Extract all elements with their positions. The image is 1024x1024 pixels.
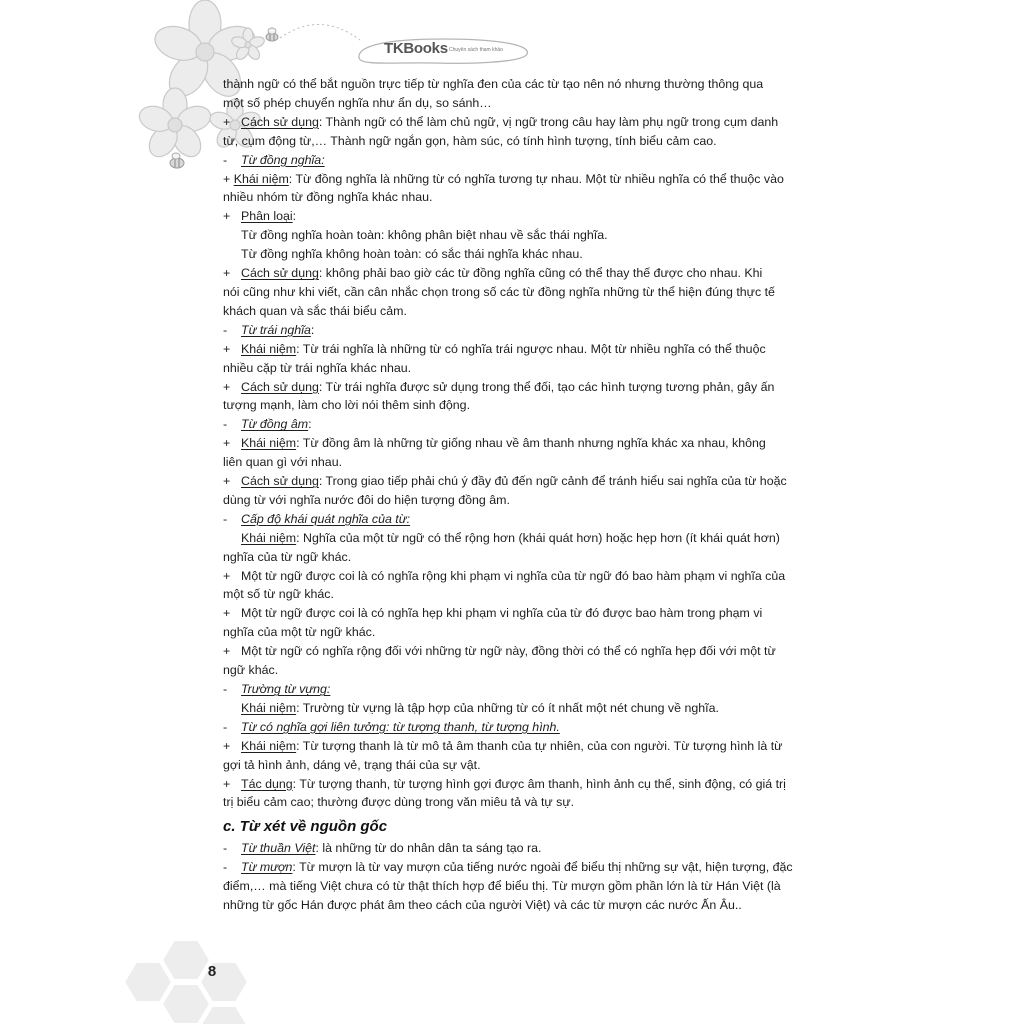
term-label: Cấp độ khái quát nghĩa của từ:: [241, 511, 411, 526]
text-segment: :: [310, 322, 315, 337]
hexagon-decoration: [124, 940, 248, 1024]
term-label: Khái niệm: [241, 436, 297, 451]
dash-bullet: -: [223, 860, 228, 875]
term-label: Khái niệm: [241, 700, 297, 715]
plus-bullet: +: [223, 776, 231, 791]
term-label: Từ mượn: [241, 860, 293, 875]
term-label: Khái niệm: [241, 530, 297, 545]
text-segment: nhiều cặp từ trái nghĩa khác nhau.: [223, 360, 412, 375]
text-line: [223, 858, 815, 877]
text-segment: nghĩa của một từ ngữ khác.: [223, 625, 376, 640]
plus-bullet: +: [223, 644, 231, 659]
term-label: Cách sử dụng: [241, 474, 319, 489]
text-line: [223, 151, 815, 170]
text-line: [223, 264, 815, 283]
text-segment: Từ đồng nghĩa không hoàn toàn: có sắc thái nghĩa khác nhau.: [241, 247, 583, 262]
text-line: [223, 113, 815, 132]
text-line: [223, 623, 815, 642]
text-segment: : Từ đồng nghĩa là những từ có nghĩa tương tự nhau. Một từ nhiều nghĩa có thể thuộc vào: [288, 171, 784, 186]
text-segment: Một từ ngữ được coi là có nghĩa rộng khi phạm vi nghĩa của từ ngữ đó bao hàm phạm vi nghĩa của: [241, 568, 786, 583]
text-segment: : Nghĩa của một từ ngữ có thể rộng hơn (khái quát hơn) hoặc hẹp hơn (ít khái quát hơn): [296, 530, 780, 545]
text-line: [223, 680, 815, 699]
dash-bullet: -: [223, 322, 228, 337]
text-segment: : Từ mượn là từ vay mượn của tiếng nước ngoài để biểu thị những sự vật, hiện tượng, đặc: [292, 860, 793, 875]
text-segment: từ, cụm động từ,… Thành ngữ ngắn gọn, hàm súc, có tính hình tượng, tính biểu cảm cao.: [223, 133, 717, 148]
term-label: Tác dụng: [241, 776, 293, 791]
text-line: [223, 775, 815, 794]
page-body: [223, 75, 815, 915]
plus-bullet: +: [223, 341, 231, 356]
text-segment: : Từ trái nghĩa được sử dụng trong thể đối, tạo các hình tượng tương phản, gây ấn: [318, 379, 775, 394]
text-segment: : Từ tượng thanh là từ mô tả âm thanh của tự nhiên, của con người. Từ tượng hình là từ: [296, 738, 783, 753]
text-segment: : Từ trái nghĩa là những từ có nghĩa trái ngược nhau. Một từ nhiều nghĩa có thể thuộc: [296, 341, 766, 356]
text-segment: khách quan và sắc thái biểu cảm.: [223, 303, 407, 318]
text-line: [223, 245, 815, 264]
text-line: [223, 340, 815, 359]
text-line: [223, 548, 815, 567]
plus-bullet: +: [223, 474, 231, 489]
plus-bullet: +: [223, 606, 231, 621]
text-line: [223, 75, 815, 94]
text-line: [223, 699, 815, 718]
term-label: Từ đồng âm: [241, 417, 309, 432]
plus-bullet: +: [223, 114, 231, 129]
text-line: [223, 642, 815, 661]
dash-bullet: -: [223, 682, 228, 696]
text-line: [223, 283, 815, 302]
text-segment: gợi tả hình ảnh, dáng vẻ, trạng thái của sự vật.: [223, 757, 481, 772]
text-line: [223, 453, 815, 472]
text-line: [223, 510, 815, 529]
text-segment: :: [308, 417, 312, 432]
text-segment: : Từ tượng thanh, từ tượng hình gợi được âm thanh, hình ảnh cụ thể, sinh động, có giá trị: [292, 776, 786, 791]
text-line: [223, 567, 815, 586]
text-segment: ngữ khác.: [223, 663, 279, 678]
text-segment: : là những từ do nhân dân ta sáng tạo ra.: [315, 841, 542, 856]
term-label: Từ đồng nghĩa:: [241, 152, 325, 167]
plus-bullet: +: [223, 436, 231, 451]
text-line: [223, 793, 815, 812]
plus-bullet: +: [223, 379, 231, 394]
text-segment: :: [292, 209, 297, 224]
text-segment: : Trường từ vựng là tập hợp của những từ có ít nhất một nét chung về nghĩa.: [296, 700, 719, 715]
text-line: [223, 207, 815, 226]
text-segment: : không phải bao giờ các từ đồng nghĩa cũng có thể thay thế được cho nhau. Khi: [318, 266, 763, 281]
brand-tagline: Chuyên sách tham khảo: [449, 47, 503, 53]
dash-bullet: -: [223, 719, 228, 734]
term-label: Từ thuần Việt: [241, 841, 316, 856]
plus-bullet: +: [223, 738, 231, 753]
term-label: Trường từ vựng:: [241, 682, 331, 696]
term-label: Khái niệm: [241, 738, 297, 753]
text-line: [223, 877, 815, 896]
text-line: [223, 415, 815, 434]
text-line: [223, 188, 815, 207]
dash-bullet: -: [223, 152, 228, 167]
term-label: Từ có nghĩa gợi liên tưởng: từ tượng thanh, từ tượng hình.: [241, 719, 560, 734]
text-segment: +: [223, 171, 234, 186]
text-segment: liên quan gì với nhau.: [223, 455, 343, 470]
dotted-flight-path: [280, 24, 360, 40]
term-label: Khái niệm: [233, 171, 289, 186]
text-line: [223, 604, 815, 623]
text-line: [223, 737, 815, 756]
plus-bullet: +: [223, 266, 231, 281]
dash-bullet: -: [223, 417, 228, 432]
plus-bullet: +: [223, 209, 231, 224]
text-segment: : Trong giao tiếp phải chú ý đầy đủ đến ngữ cảnh để tránh hiểu sai nghĩa của từ hoặc: [318, 474, 787, 489]
text-segment: Một từ ngữ có nghĩa rộng đối với những từ ngữ này, đồng thời có thể có nghĩa hẹp đối với một từ: [241, 644, 776, 659]
text-line: [223, 94, 815, 113]
plus-bullet: +: [223, 568, 231, 583]
text-line: [223, 378, 815, 397]
text-segment: Một từ ngữ được coi là có nghĩa hẹp khi phạm vi nghĩa của từ đó được bao hàm trong phạm vi: [241, 606, 763, 621]
term-label: Khái niệm: [241, 341, 297, 356]
text-segment: điểm,… mà tiếng Việt chưa có từ thật thích hợp để biểu thị. Từ mượn gồm phần lớn là từ Hán Việt (là: [223, 879, 781, 894]
text-segment: thành ngữ có thể bắt nguồn trực tiếp từ nghĩa đen của các từ tạo nên nó nhưng thường thông qua: [223, 77, 764, 91]
term-label: Từ trái nghĩa: [241, 322, 311, 337]
bee-icon: [170, 153, 184, 168]
text-segment: tượng mạnh, làm cho lời nói thêm sinh động.: [223, 398, 471, 413]
text-line: [223, 896, 815, 915]
term-label: Cách sử dụng: [241, 114, 319, 129]
text-segment: : Từ đồng âm là những từ giống nhau về âm thanh nhưng nghĩa khác xa nhau, không: [296, 436, 766, 451]
text-segment: nghĩa của từ ngữ khác.: [223, 549, 352, 564]
text-line: [223, 359, 815, 378]
bee-icon: [266, 28, 278, 41]
dash-bullet: -: [223, 511, 228, 526]
text-line: [223, 226, 815, 245]
text-segment: trị biểu cảm cao; thường được dùng trong văn miêu tả và tự sự.: [223, 795, 575, 810]
text-line: [223, 396, 815, 415]
text-line: [223, 132, 815, 151]
text-segment: nhiều nhóm từ đồng nghĩa khác nhau.: [223, 190, 433, 205]
brand-logo: TKBooks: [384, 40, 448, 57]
text-line: [223, 718, 815, 737]
text-line: [223, 839, 815, 858]
page-number: 8: [207, 963, 217, 980]
text-line: [223, 170, 815, 189]
term-label: Phân loại: [241, 209, 293, 224]
section-heading: c. Từ xét về nguồn gốc: [223, 818, 388, 836]
text-segment: một số từ ngữ khác.: [223, 587, 334, 602]
text-line: [223, 585, 815, 604]
text-line: [223, 756, 815, 775]
text-line: [223, 321, 815, 340]
text-line: [223, 529, 815, 548]
text-segment: dùng từ với nghĩa nước đôi do hiện tượng đồng âm.: [223, 492, 510, 507]
term-label: Cách sử dụng: [241, 266, 319, 281]
text-line: [223, 434, 815, 453]
text-line: [223, 661, 815, 680]
text-line: [223, 302, 815, 321]
text-segment: : Thành ngữ có thể làm chủ ngữ, vị ngữ trong câu hay làm phụ ngữ trong cụm danh: [318, 114, 779, 129]
text-segment: Từ đồng nghĩa hoàn toàn: không phân biệt nhau về sắc thái nghĩa.: [241, 228, 608, 243]
text-segment: một số phép chuyển nghĩa như ẩn dụ, so sánh…: [223, 95, 492, 110]
text-segment: nói cũng như khi viết, cần cân nhắc chọn trong số các từ đồng nghĩa những từ thể hiện đúng thực tế: [223, 284, 775, 299]
term-label: Cách sử dụng: [241, 379, 319, 394]
text-segment: những từ gốc Hán được phát âm theo cách của người Việt) và các từ mượn các nước Ấn Âu..: [223, 897, 742, 912]
text-line: [223, 491, 815, 510]
text-line: [223, 472, 815, 491]
dash-bullet: -: [223, 841, 228, 856]
